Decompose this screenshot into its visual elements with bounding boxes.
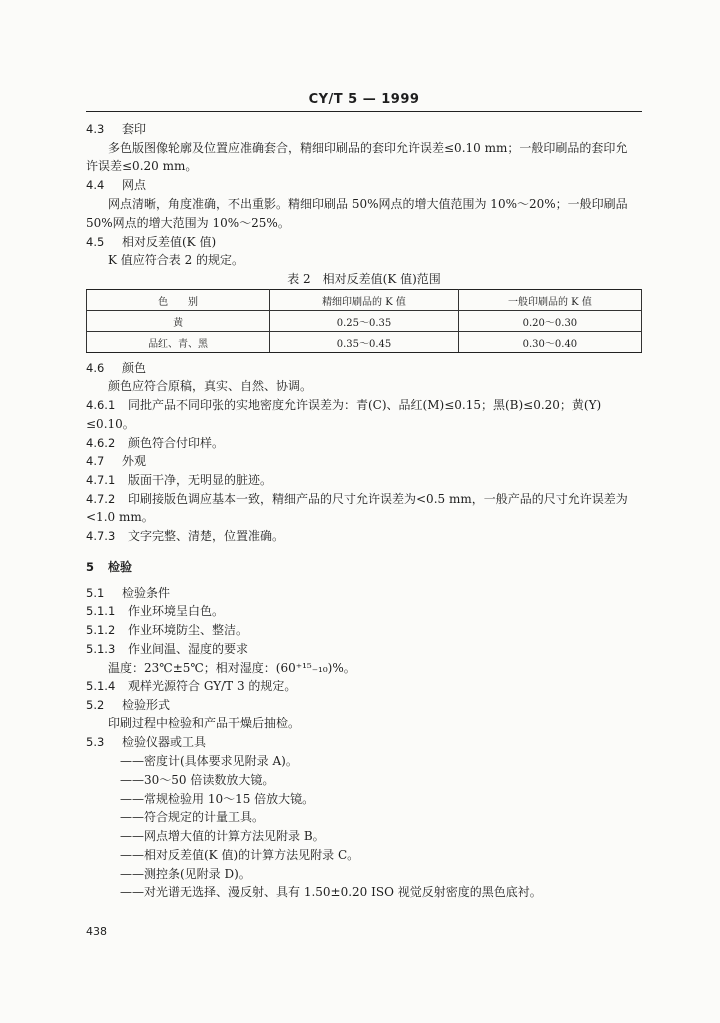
list-item: ——常规检验用 10～15 倍放大镜。 — [120, 792, 315, 806]
section-5-1-1: 5.1.1 作业环境呈白色。 — [86, 604, 225, 618]
table-cell: 0.35～0.45 — [270, 332, 459, 353]
list-item: ——符合规定的计量工具。 — [120, 810, 265, 824]
table-header-cell: 色 别 — [87, 290, 270, 311]
section-5-2-text: 印刷过程中检验和产品干燥后抽检。 — [108, 716, 301, 730]
page-number: 438 — [86, 925, 107, 938]
list-item: ——相对反差值(K 值)的计算方法见附录 C。 — [120, 848, 360, 862]
table-header-cell: 精细印刷品的 K 值 — [270, 290, 459, 311]
section-4-7-heading: 4.7 外观 — [86, 454, 147, 468]
table-row — [87, 311, 642, 332]
section-5-3-heading: 5.3 检验仪器或工具 — [86, 735, 207, 749]
section-4-6-1-text-1: 4.6.1 同批产品不同印张的实地密度允许误差为：青(C)、品红(M)≤0.15；黑(B)≤0.20；黄(Y) — [86, 398, 602, 412]
table-cell: 0.25～0.35 — [270, 311, 459, 332]
table-cell: 0.20～0.30 — [458, 311, 641, 332]
section-4-7-2-text-1: 4.7.2 印刷接版色调应基本一致，精细产品的尺寸允许误差为<0.5 mm，一般产品的尺寸允许误差为 — [86, 492, 628, 506]
header-rule — [86, 111, 642, 112]
section-4-7-2-text-2: <1.0 mm。 — [86, 510, 154, 524]
table-cell: 0.30～0.40 — [458, 332, 641, 353]
list-item: ——密度计(具体要求见附录 A)。 — [120, 754, 298, 768]
list-item: ——网点增大值的计算方法见附录 B。 — [120, 829, 325, 843]
section-5-heading: 5 检验 — [86, 560, 133, 574]
section-5-1-4: 5.1.4 观样光源符合 GY/T 3 的规定。 — [86, 679, 297, 693]
list-item: ——30～50 倍读数放大镜。 — [120, 773, 275, 787]
section-4-4-text-1: 网点清晰，角度准确，不出重影。精细印刷品 50%网点的增大值范围为 10%～20%；一般印刷品 — [108, 197, 628, 211]
list-item: ——对光谱无选择、漫反射、具有 1.50±0.20 ISO 视觉反射密度的黑色底衬。 — [120, 885, 542, 899]
section-4-5-text: K 值应符合表 2 的规定。 — [108, 253, 245, 267]
table-cell: 黄 — [87, 311, 270, 332]
section-4-7-3: 4.7.3 文字完整、清楚，位置准确。 — [86, 529, 285, 543]
section-4-7-1: 4.7.1 版面干净，无明显的脏迹。 — [86, 473, 273, 487]
section-4-3-heading: 4.3 套印 — [86, 122, 147, 136]
table-caption: 表 2 相对反差值(K 值)范围 — [287, 272, 441, 286]
section-5-2-heading: 5.2 检验形式 — [86, 698, 171, 712]
section-4-4-text-2: 50%网点的增大范围为 10%～25%。 — [86, 216, 290, 230]
section-5-1-2: 5.1.2 作业环境防尘、整洁。 — [86, 623, 249, 637]
section-5-1-heading: 5.1 检验条件 — [86, 586, 171, 600]
section-4-5-heading: 4.5 相对反差值(K 值) — [86, 235, 217, 249]
table-row — [87, 332, 642, 353]
table-cell: 品红、青、黑 — [87, 332, 270, 353]
section-4-6-heading: 4.6 颜色 — [86, 361, 147, 375]
section-4-6-1-text-2: ≤0.10。 — [86, 417, 135, 431]
running-header: CY/T 5 — 1999 — [308, 92, 420, 107]
section-4-3-text-2: 许误差≤0.20 mm。 — [86, 159, 198, 173]
table-header-row — [87, 290, 642, 311]
section-5-1-3-conditions: 温度：23℃±5℃；相对湿度：(60⁺¹⁵₋₁₀)%。 — [108, 661, 356, 675]
list-item: ——测控条(见附录 D)。 — [120, 867, 251, 881]
table-header-cell: 一般印刷品的 K 值 — [458, 290, 641, 311]
section-4-6-text: 颜色应符合原稿，真实、自然、协调。 — [108, 379, 313, 393]
section-4-4-heading: 4.4 网点 — [86, 178, 147, 192]
section-5-1-3: 5.1.3 作业间温、湿度的要求 — [86, 642, 249, 656]
k-value-table — [86, 289, 642, 353]
section-4-3-text-1: 多色版图像轮廓及位置应准确套合，精细印刷品的套印允许误差≤0.10 mm；一般印刷品的套印允 — [108, 141, 628, 155]
section-4-6-2: 4.6.2 颜色符合付印样。 — [86, 436, 225, 450]
